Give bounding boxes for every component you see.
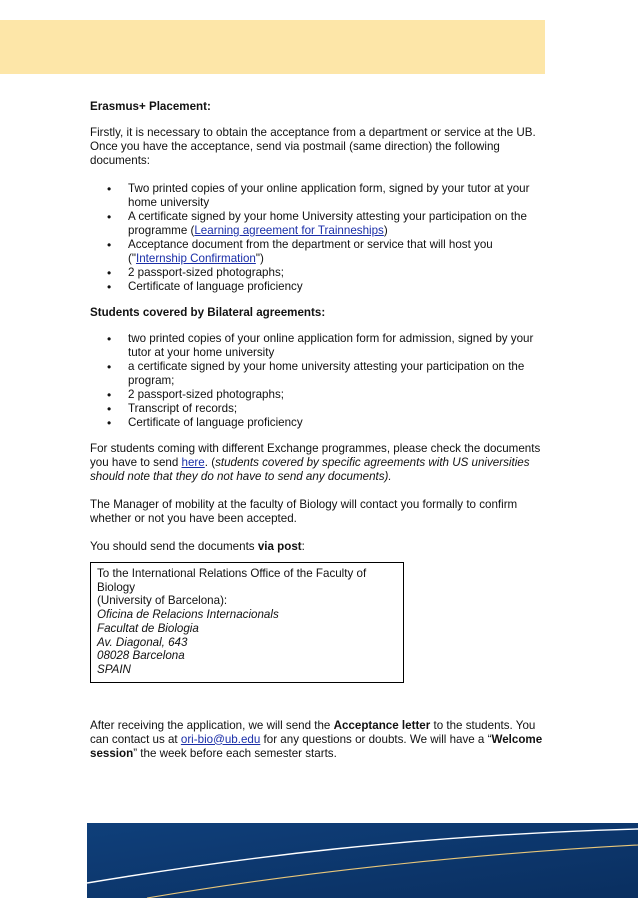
footer-band-graphic [87, 823, 638, 898]
erasmus-intro: Firstly, it is necessary to obtain the acceptance from a department or service at the UB. Once you have the acceptance, send via postmail (same direction) the following documents: [90, 126, 536, 167]
bilateral-document-list [90, 332, 550, 430]
document-body [90, 100, 550, 775]
address-line: Oficina de Relacions Internacionals [97, 608, 279, 622]
list-item: • Acceptance document from the department or service that will host you ("Internship Confirmation") [90, 238, 550, 266]
erasmus-document-list [90, 182, 550, 294]
address-line: SPAIN [97, 662, 131, 676]
list-item: • A certificate signed by your home University attesting your participation on the programme (Learning agreement for Trainneships) [90, 210, 550, 238]
bilateral-heading: Students covered by Bilateral agreements: [90, 306, 326, 319]
closing-paragraph: After receiving the application, we will send the Acceptance letter to the students. You can contact us at ori-bio@ub.edu for any questions or doubts. We will have a “Welcome session” the week before each semester starts. [90, 718, 543, 760]
address-line: (University of Barcelona): [97, 594, 228, 608]
address-line: 08028 Barcelona [97, 649, 185, 663]
manager-paragraph: The Manager of mobility at the faculty of Biology will contact you formally to confirm whether or not you have been accepted. [90, 498, 518, 525]
footer-band [87, 823, 638, 898]
header-band [0, 20, 545, 74]
erasmus-heading: Erasmus+ Placement: [90, 100, 211, 113]
list-item: • two printed copies of your online application form for admission, signed by your tutor at your home university [90, 332, 550, 360]
here-link[interactable]: here [181, 456, 205, 469]
list-item: • Transcript of records; [90, 402, 550, 416]
list-item: • 2 passport-sized photographs; [90, 266, 550, 280]
address-line: Av. Diagonal, 643 [97, 635, 188, 649]
list-item: • Certificate of language proficiency [90, 280, 550, 294]
address-line: To the International Relations Office of the Faculty of Biology [97, 567, 367, 594]
address-box [90, 562, 404, 683]
learning-agreement-link[interactable]: Learning agreement for Trainneships [194, 224, 384, 237]
list-item: • a certificate signed by your home university attesting your participation on the program; [90, 360, 550, 388]
list-item: • 2 passport-sized photographs; [90, 388, 550, 402]
list-item: • Two printed copies of your online application form, signed by your tutor at your home university [90, 182, 550, 210]
email-link[interactable]: ori-bio@ub.edu [180, 732, 261, 746]
address-line: Facultat de Biologia [97, 621, 199, 635]
other-programmes-paragraph: For students coming with different Exchange programmes, please check the documents you have to send here. (students covered by specific agreements with US universities should note that they do not have to send any documents). [90, 442, 541, 483]
send-instruction: You should send the documents via post: [90, 540, 305, 553]
internship-confirmation-link[interactable]: Internship Confirmation [135, 252, 256, 265]
list-item: • Certificate of language proficiency [90, 416, 550, 430]
